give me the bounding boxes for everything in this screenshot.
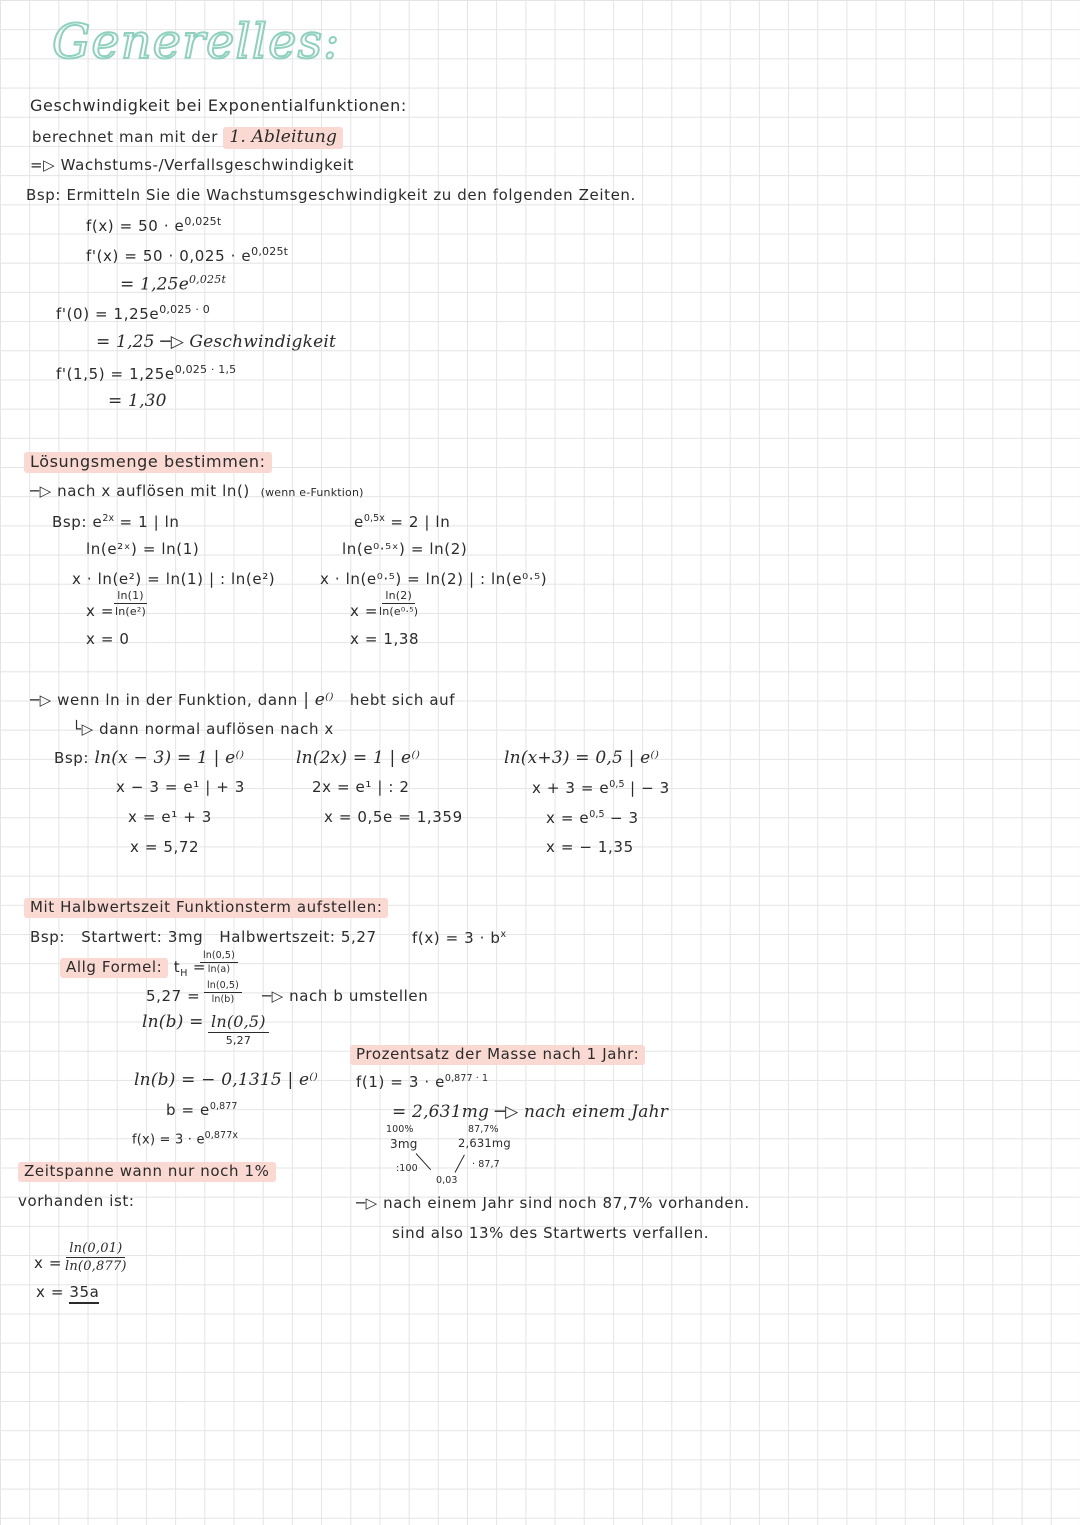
f-derivative-at-1-5-result: = 1,30: [108, 391, 167, 411]
example-b-line2: ln(e⁰·⁵ˣ) = ln(2): [342, 540, 468, 558]
velocity-line2: =▷ Wachstums-/Verfallsgeschwindigkeit: [30, 156, 355, 174]
example-e-result: x = − 1,35: [546, 838, 634, 856]
half-life-fx: $f(x) = 3 \cdot b^x$: [412, 929, 507, 947]
example-e-line3: $x = e^{0,5} - 3$: [546, 809, 639, 827]
half-life-eq1-denominator: ln(b): [211, 994, 235, 1005]
example-a-line3: x · ln(e²) = ln(1) | : ln(e²): [72, 570, 276, 588]
half-life-eq2-fraction: [208, 1012, 269, 1047]
example-d-line2: 2x = e¹ | : 2: [312, 778, 410, 796]
velocity-heading: Geschwindigkeit bei Exponentialfunktionen:: [30, 96, 407, 115]
timespan-heading2: vorhanden ist:: [18, 1192, 135, 1210]
f-derivative-at-0-result: = 1,25 ─▷ Geschwindigkeit: [96, 332, 336, 352]
example-e-line2: $x + 3 = e^{0,5}$ | − 3: [532, 779, 670, 797]
percent-div100: :100: [396, 1163, 418, 1174]
example-c-result: x = 5,72: [130, 838, 200, 856]
example-e-line1: ln(x+3) = 0,5 | e⁽⁾: [504, 748, 660, 768]
percent-100: 100%: [386, 1124, 414, 1135]
timespan-x: x =: [34, 1254, 63, 1272]
ln-rule: ─▷ wenn ln in der Funktion, dann | e⁽⁾ hebt sich auf: [30, 690, 456, 710]
timespan-numerator: ln(0,01): [66, 1241, 125, 1258]
example-c-line1: Bsp: ln(x − 3) = 1 | e⁽⁾: [54, 748, 245, 768]
example-a-x: x =: [86, 602, 115, 620]
example-b-fraction: [376, 589, 421, 618]
f-definition: $f(x) = 50 \cdot e^{0,025t}$: [86, 215, 222, 235]
example-b-numerator: ln(2): [382, 589, 415, 604]
f-derivative-at-1-5: $f'(1,5) = 1,25e^{0,025 \cdot 1,5}$: [56, 363, 237, 383]
timespan-result: x = 35a: [36, 1285, 99, 1300]
percent-result1: ─▷ nach einem Jahr sind noch 87,7% vorhanden.: [356, 1194, 750, 1212]
percent-2631: 2,631mg: [458, 1136, 511, 1150]
example-d-line1: ln(2x) = 1 | e⁽⁾: [296, 748, 421, 768]
example-c-line3: x = e¹ + 3: [128, 808, 212, 826]
percent-result2: sind also 13% des Startwerts verfallen.: [392, 1224, 710, 1242]
velocity-example: Bsp: Ermitteln Sie die Wachstumsgeschwindigkeit zu den folgenden Zeiten.: [26, 186, 636, 204]
percent-diagram-line-right: [455, 1155, 465, 1173]
half-life-eq2: ln(b) =: [142, 1012, 204, 1032]
percent-877: 87,7%: [468, 1124, 499, 1135]
example-a-line2: ln(e²ˣ) = ln(1): [86, 540, 200, 558]
half-life-eq1-fraction: [204, 980, 242, 1005]
general-formula-label: Allg Formel: $t_H$ =: [60, 960, 206, 979]
example-b-x: x =: [350, 602, 379, 620]
example-d-result: x = 0,5e = 1,359: [324, 808, 463, 826]
half-life-eq2-denominator: 5,27: [225, 1034, 252, 1047]
half-life-given: Bsp: Startwert: 3mg Halbwertszeit: 5,27: [30, 928, 377, 946]
f-derivative-at-0: $f'(0) = 1,25e^{0,025 \cdot 0}$: [56, 303, 210, 323]
example-b-line3: x · ln(e⁰·⁵) = ln(2) | : ln(e⁰·⁵): [320, 570, 548, 588]
general-formula-fraction: [200, 950, 238, 975]
timespan-denominator: ln(0,877): [65, 1259, 127, 1274]
percent-3mg: 3mg: [390, 1137, 418, 1151]
f-derivative: $f'(x) = 50 \cdot 0,025 \cdot e^{0,025t}$: [86, 245, 289, 265]
example-b-line1: $e^{0,5x} = 2$ | ln: [354, 513, 451, 531]
percent-877b: · 87,7: [472, 1159, 500, 1170]
example-b-denominator: ln(e⁰·⁵): [379, 605, 419, 618]
percent-line1: $f(1) = 3 \cdot e^{0,877 \cdot 1}$: [356, 1073, 489, 1091]
solution-set-heading: Lösungsmenge bestimmen:: [24, 454, 272, 470]
half-life-heading: Mit Halbwertszeit Funktionsterm aufstellen:: [24, 900, 388, 915]
example-a-fraction: [112, 589, 149, 618]
example-a-result: x = 0: [86, 630, 130, 648]
percent-line2: = 2,631mg ─▷ nach einem Jahr: [392, 1102, 669, 1122]
percent-diagram-line-left: [416, 1153, 431, 1170]
timespan-heading: Zeitspanne wann nur noch 1%: [18, 1164, 276, 1179]
percent-heading: Prozentsatz der Masse nach 1 Jahr:: [350, 1047, 645, 1062]
example-a-line1: Bsp: $e^{2x} = 1$ | ln: [52, 513, 180, 531]
half-life-eq4: $b = e^{0,877}$: [166, 1101, 238, 1119]
timespan-fraction: [62, 1241, 130, 1274]
velocity-line1: berechnet man mit der 1. Ableitung: [32, 129, 343, 146]
half-life-eq5: $f(x) = 3 \cdot e^{0,877x}$: [132, 1130, 239, 1148]
f-derivative-simplified: = $1,25e^{0,025t}$: [120, 273, 227, 295]
general-formula-numerator: ln(0,5): [200, 950, 238, 963]
ln-rule-sub: └▷ dann normal auflösen nach x: [72, 720, 334, 738]
half-life-eq3: ln(b) = − 0,1315 | e⁽⁾: [134, 1070, 319, 1090]
half-life-eq1-note: ─▷ nach b umstellen: [262, 987, 429, 1005]
percent-003: 0,03: [436, 1175, 458, 1186]
page-title: Generelles:: [52, 14, 341, 70]
example-c-line2: x − 3 = e¹ | + 3: [116, 778, 245, 796]
half-life-eq1: 5,27 =: [146, 987, 201, 1005]
solution-rule: ─▷ nach x auflösen mit ln() (wenn e-Funktion): [30, 482, 364, 500]
example-a-numerator: ln(1): [114, 589, 147, 604]
example-b-result: x = 1,38: [350, 630, 420, 648]
general-formula-denominator: ln(a): [207, 964, 231, 975]
half-life-eq2-numerator: ln(0,5): [208, 1012, 269, 1033]
example-a-denominator: ln(e²): [115, 605, 146, 618]
half-life-eq1-numerator: ln(0,5): [204, 980, 242, 993]
